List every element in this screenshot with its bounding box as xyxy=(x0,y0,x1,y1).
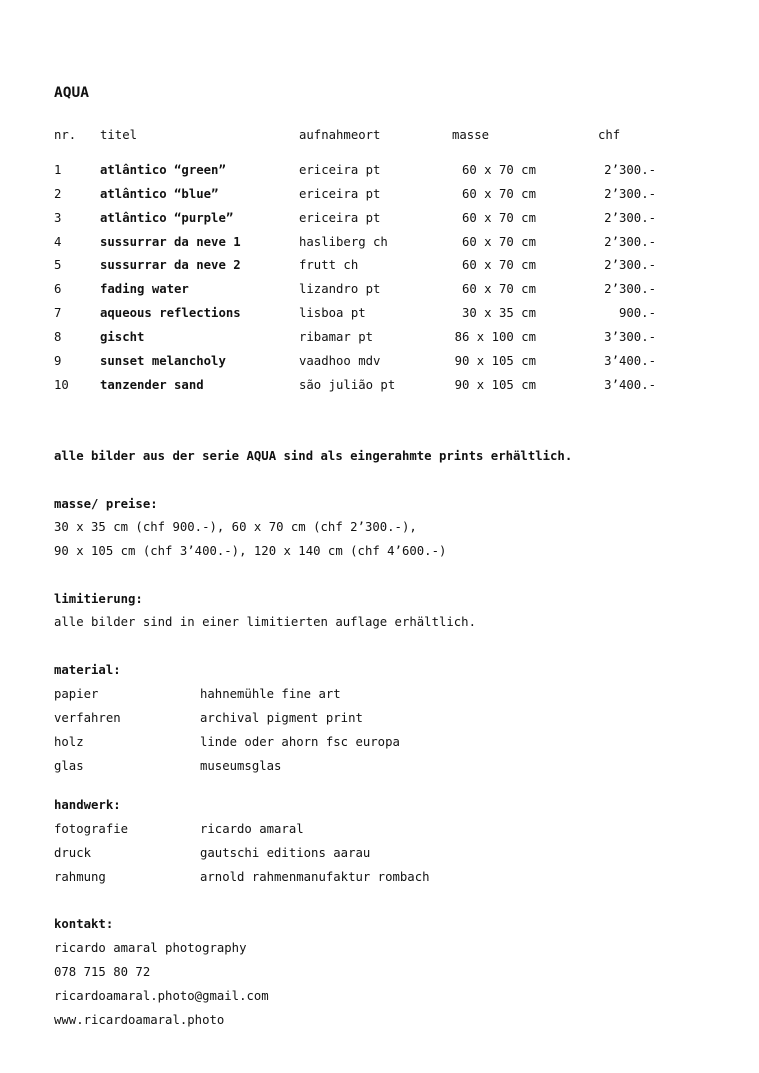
limitierung-heading: limitierung: xyxy=(54,592,143,606)
cell-titel: sussurrar da neve 2 xyxy=(100,258,241,272)
cell-chf: 3’400.- xyxy=(604,378,656,392)
cell-chf: 2’300.- xyxy=(604,282,656,296)
cell-aufnahmeort: ericeira pt xyxy=(299,163,381,177)
kontakt-email[interactable]: ricardoamaral.photo@gmail.com xyxy=(54,989,269,1003)
cell-titel: aqueous reflections xyxy=(100,306,241,320)
handwerk-value: ricardo amaral xyxy=(200,822,304,836)
limitierung-text: alle bilder sind in einer limitierten auflage erhältlich. xyxy=(54,615,476,629)
material-label: verfahren xyxy=(54,711,121,725)
cell-chf: 2’300.- xyxy=(604,258,656,272)
cell-masse: 90 x 105 cm xyxy=(454,354,536,368)
cell-titel: fading water xyxy=(100,282,189,296)
kontakt-heading: kontakt: xyxy=(54,917,114,931)
cell-nr: 4 xyxy=(54,235,62,249)
material-label: glas xyxy=(54,759,84,773)
cell-aufnahmeort: lizandro pt xyxy=(299,282,381,296)
material-label: holz xyxy=(54,735,84,749)
cell-titel: sussurrar da neve 1 xyxy=(100,235,241,249)
material-value: archival pigment print xyxy=(200,711,363,725)
cell-nr: 1 xyxy=(54,163,62,177)
cell-titel: sunset melancholy xyxy=(100,354,226,368)
cell-masse: 86 x 100 cm xyxy=(454,330,536,344)
cell-titel: atlântico “blue” xyxy=(100,187,219,201)
cell-aufnahmeort: ericeira pt xyxy=(299,211,381,225)
cell-masse: 60 x 70 cm xyxy=(461,211,536,225)
handwerk-value: gautschi editions aarau xyxy=(200,846,371,860)
cell-masse: 60 x 70 cm xyxy=(461,235,536,249)
cell-aufnahmeort: vaadhoo mdv xyxy=(299,354,381,368)
availability-statement: alle bilder aus der serie AQUA sind als eingerahmte prints erhältlich. xyxy=(54,449,573,463)
cell-aufnahmeort: são julião pt xyxy=(299,378,396,392)
material-value: hahnemühle fine art xyxy=(200,687,341,701)
cell-chf: 3’300.- xyxy=(604,330,656,344)
cell-nr: 7 xyxy=(54,306,62,320)
handwerk-label: druck xyxy=(54,846,92,860)
cell-aufnahmeort: lisboa pt xyxy=(299,306,366,320)
column-header-titel: titel xyxy=(100,128,138,142)
column-header-masse: masse xyxy=(452,128,490,142)
cell-nr: 9 xyxy=(54,354,62,368)
page-title: AQUA xyxy=(54,85,89,101)
cell-masse: 60 x 70 cm xyxy=(461,163,536,177)
material-heading: material: xyxy=(54,663,121,677)
handwerk-heading: handwerk: xyxy=(54,798,121,812)
cell-chf: 2’300.- xyxy=(604,187,656,201)
cell-masse: 30 x 35 cm xyxy=(461,306,536,320)
kontakt-phone[interactable]: 078 715 80 72 xyxy=(54,965,151,979)
cell-titel: atlântico “purple” xyxy=(100,211,234,225)
masse-preise-line: 30 x 35 cm (chf 900.-), 60 x 70 cm (chf 2’300.-), xyxy=(54,520,417,534)
column-header-chf: chf xyxy=(598,128,621,142)
material-value: museumsglas xyxy=(200,759,282,773)
handwerk-label: fotografie xyxy=(54,822,129,836)
cell-titel: tanzender sand xyxy=(100,378,204,392)
handwerk-label: rahmung xyxy=(54,870,106,884)
cell-chf: 2’300.- xyxy=(604,235,656,249)
cell-nr: 5 xyxy=(54,258,62,272)
cell-masse: 60 x 70 cm xyxy=(461,258,536,272)
column-header-aufnahmeort: aufnahmeort xyxy=(299,128,381,142)
cell-chf: 3’400.- xyxy=(604,354,656,368)
cell-chf: 900.- xyxy=(618,306,656,320)
masse-preise-heading: masse/ preise: xyxy=(54,497,158,511)
cell-chf: 2’300.- xyxy=(604,163,656,177)
cell-aufnahmeort: ericeira pt xyxy=(299,187,381,201)
cell-aufnahmeort: frutt ch xyxy=(299,258,359,272)
masse-preise-line: 90 x 105 cm (chf 3’400.-), 120 x 140 cm (chf 4’600.-) xyxy=(54,544,447,558)
cell-titel: gischt xyxy=(100,330,145,344)
handwerk-value: arnold rahmenmanufaktur rombach xyxy=(200,870,430,884)
cell-masse: 90 x 105 cm xyxy=(454,378,536,392)
cell-nr: 8 xyxy=(54,330,62,344)
cell-nr: 2 xyxy=(54,187,62,201)
cell-nr: 3 xyxy=(54,211,62,225)
kontakt-name: ricardo amaral photography xyxy=(54,941,247,955)
material-value: linde oder ahorn fsc europa xyxy=(200,735,400,749)
cell-masse: 60 x 70 cm xyxy=(461,282,536,296)
cell-nr: 10 xyxy=(54,378,69,392)
cell-titel: atlântico “green” xyxy=(100,163,226,177)
material-label: papier xyxy=(54,687,99,701)
cell-aufnahmeort: hasliberg ch xyxy=(299,235,388,249)
cell-nr: 6 xyxy=(54,282,62,296)
cell-aufnahmeort: ribamar pt xyxy=(299,330,374,344)
kontakt-website[interactable]: www.ricardoamaral.photo xyxy=(54,1013,225,1027)
cell-chf: 2’300.- xyxy=(604,211,656,225)
column-header-nr: nr. xyxy=(54,128,77,142)
cell-masse: 60 x 70 cm xyxy=(461,187,536,201)
